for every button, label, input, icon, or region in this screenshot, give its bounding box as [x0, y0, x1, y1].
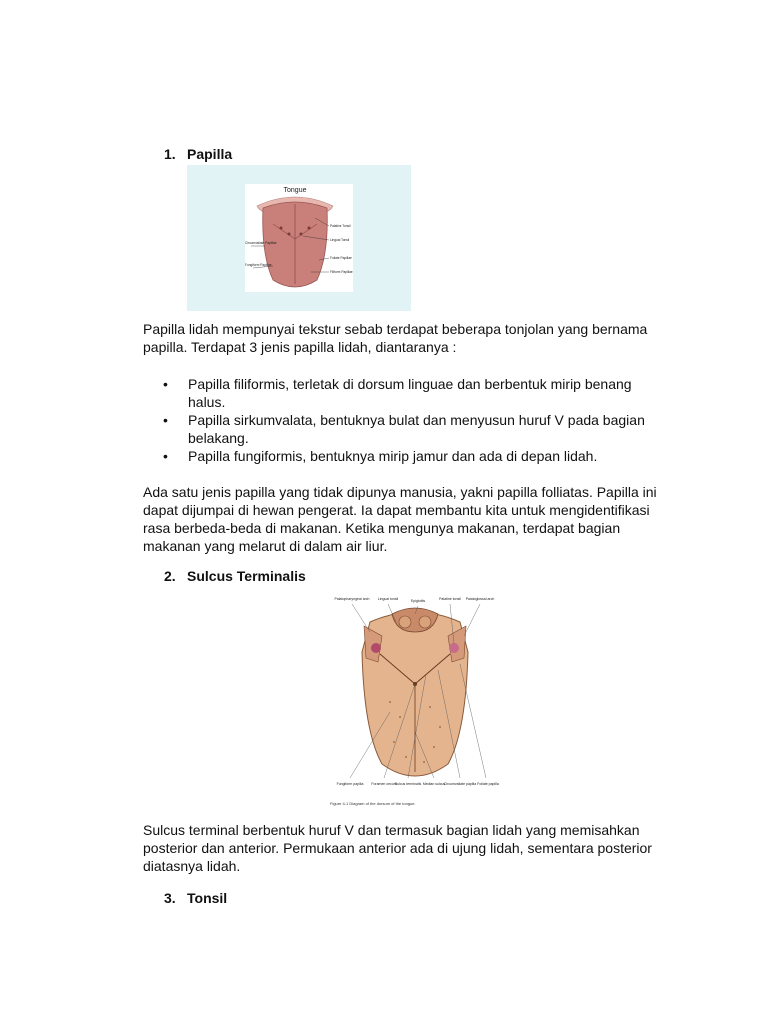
figure-label-palatine-tonsil: Palatine tonsil [439, 597, 461, 601]
papilla-dot [288, 233, 291, 236]
tongue-figure [187, 165, 411, 311]
tongue-dorsum-figure [330, 592, 500, 798]
tongue-illustration [245, 184, 353, 292]
papilla-dot [300, 233, 303, 236]
paragraph-papilla-folliatas: Ada satu jenis papilla yang tidak dipunya manusia, yakni papilla folliatas. Papilla ini dapat dijumpai di hewan pengerat. Ia dapat membantu kita untuk mengidentifikasi rasa berbeda-beda di makanan. Ketika mengunya makanan, terdapat bagian makanan yang melarut di dalam air liur. [143, 484, 657, 554]
section-number: 1. [164, 146, 176, 162]
figure-label-lingual-tonsil: Lingual Tonsil [330, 238, 350, 242]
figure-label-fungiform-papilla: Fungiform papilla [336, 782, 364, 786]
figure-caption: Figure 4-1 Diagram of the dorsum of the tongue. [330, 801, 416, 806]
papilla-types-list [160, 375, 660, 465]
section-title: Sulcus Terminalis [187, 568, 306, 584]
section-title: Tonsil [187, 890, 228, 906]
figure-label-foliate: Foliate Papillae [330, 256, 352, 260]
list-item: • Papilla fungiformis, bentuknya mirip jamur dan ada di depan lidah. [160, 447, 660, 465]
figure-label-circumvallate: Circumvallate Papillae [245, 241, 277, 245]
vallecula-left [399, 616, 411, 628]
paragraph-sulcus-terminal: Sulcus terminal berbentuk huruf V dan termasuk bagian lidah yang memisahkan posterior dan anterior. Permukaan anterior ada di ujung lidah, sementara posterior diatasnya lidah. [143, 822, 652, 874]
palatine-tonsil-left [371, 643, 381, 653]
figure-label-filiform: Filiform Papillae [330, 270, 353, 274]
figure-label-foliate-papilla: Foliate papilla [477, 782, 499, 786]
section-number: 3. [164, 890, 176, 906]
figure-label-epiglottis: Epiglottis [410, 599, 426, 603]
tongue-dorsum-illustration [330, 592, 500, 798]
list-item: • Papilla sirkumvalata, bentuknya bulat dan menyusun huruf V pada bagian belakang. [160, 411, 660, 447]
vallecula-right [419, 616, 431, 628]
figure-label-circumvallate-papilla: Circumvallate papilla [443, 782, 477, 786]
section-number: 2. [164, 568, 176, 584]
figure-label-palatoglossal-arch: Palatoglossal arch [465, 597, 495, 601]
section-title: Papilla [187, 146, 233, 162]
paragraph-papilla-intro: Papilla lidah mempunyai tekstur sebab terdapat beberapa tonjolan yang bernama papilla. Terdapat 3 jenis papilla lidah, diantaranya : [143, 321, 648, 355]
tongue-figure-title: Tongue [283, 187, 307, 194]
figure-label-fungiform: Fungiform Papillae [245, 263, 272, 267]
list-item: • Papilla filiformis, terletak di dorsum linguae dan berbentuk mirip benang halus. [160, 375, 660, 411]
papilla-dot [280, 227, 283, 230]
figure-label-palatopharyngeal-arch: Palatopharyngeal arch [334, 597, 370, 601]
figure-label-palatine-tonsil: Palatine Tonsil [330, 224, 351, 228]
section-heading-papilla [164, 146, 232, 162]
figure-label-lingual-tonsil: Lingual tonsil [377, 597, 399, 601]
figure-label-median-sulcus: Median sulcus [422, 782, 446, 786]
section-heading-sulcus-terminalis [164, 568, 306, 584]
palatine-tonsil-right [449, 643, 459, 653]
tongue-figure-panel [245, 184, 353, 292]
papilla-dot [308, 227, 311, 230]
figure-label-foramen-cecum: Foramen cecum [371, 782, 397, 786]
section-heading-tonsil [164, 890, 227, 906]
figure-label-sulcus-terminalis: Sulcus terminalis [394, 782, 422, 786]
